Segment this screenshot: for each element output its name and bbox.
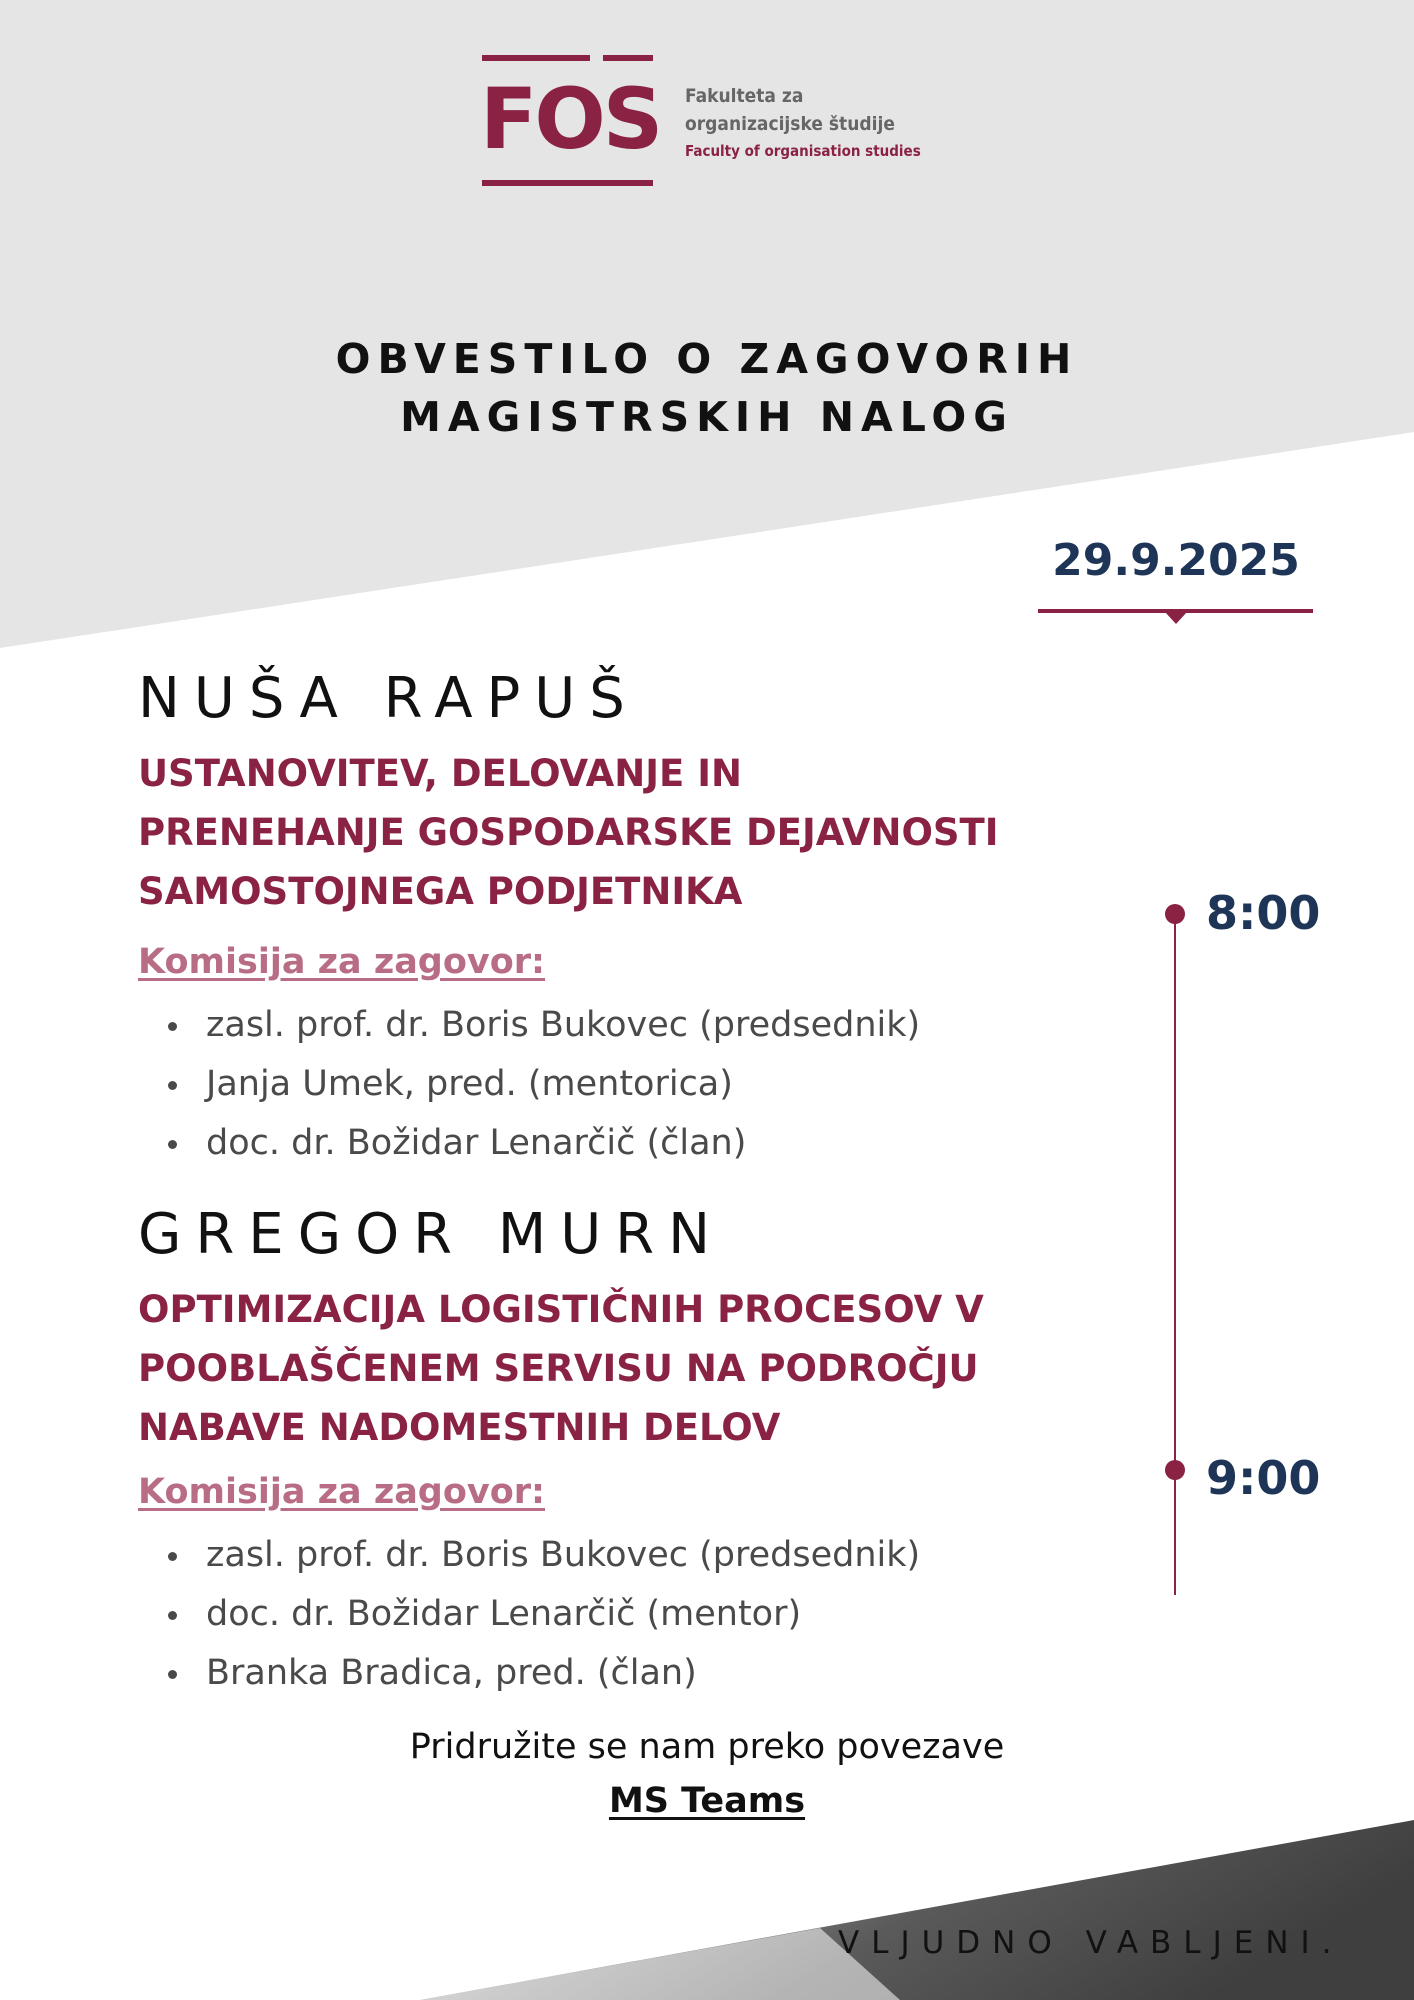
fos-logo-mark [480,52,661,192]
date-pointer-icon [1165,612,1187,624]
committee-label-1: Komisija za zagovor: [138,942,546,982]
title-line-2: MAGISTRSKIH NALOG [400,393,1014,441]
thesis-1-line-1: USTANOVITEV, DELOVANJE IN [138,752,742,795]
ms-teams-link[interactable]: MS Teams [608,1781,806,1821]
join-invitation [0,1720,1414,1828]
logo-bar-bottom [482,180,653,186]
committee-member: Janja Umek, pred. (mentorica) [138,1055,920,1114]
committee-list-2 [138,1526,920,1703]
thesis-1-line-2: PRENEHANJE GOSPODARSKE DEJAVNOSTI [138,811,999,854]
candidate-name-2: GREGOR MURN [138,1202,724,1267]
thesis-title-1 [138,744,1138,921]
committee-member: doc. dr. Božidar Lenarčič (član) [138,1114,920,1173]
time-slot-2: 9:00 [1206,1451,1321,1505]
committee-list-1 [138,996,920,1173]
thesis-title-2 [138,1280,1138,1457]
bottom-photo-fade [420,1928,900,2000]
logo-bar-top-left [482,55,590,61]
bottom-photo-strip [420,1820,1414,2000]
logo-line-2: organizacijske študije [685,113,895,135]
committee-member: zasl. prof. dr. Boris Bukovec (predsednik) [138,1526,920,1585]
thesis-1-line-3: SAMOSTOJNEGA PODJETNIKA [138,870,743,913]
thesis-2-line-2: POOBLAŠČENEM SERVISU NA PODROČJU [138,1347,979,1390]
committee-member: zasl. prof. dr. Boris Bukovec (predsednik) [138,996,920,1055]
candidate-name-1: NUŠA RAPUŠ [138,666,639,731]
closing-text: VLJUDNO VABLJENI. [838,1925,1344,1961]
logo-letters: FOS [480,70,661,168]
title-line-1: OBVESTILO O ZAGOVORIH [335,335,1079,383]
logo-line-3: Faculty of organisation studies [685,142,921,160]
logo-line-1: Fakulteta za [685,85,804,107]
committee-member: doc. dr. Božidar Lenarčič (mentor) [138,1585,920,1644]
thesis-2-line-3: NABAVE NADOMESTNIH DELOV [138,1406,781,1449]
timeline-dot-2 [1165,1460,1185,1480]
logo-text [685,82,921,164]
committee-member: Branka Bradica, pred. (član) [138,1644,920,1703]
event-date: 29.9.2025 [1052,535,1300,586]
timeline-dot-1 [1165,904,1185,924]
fos-logo [480,52,940,192]
logo-bar-top-right [603,55,653,61]
join-text: Pridružite se nam preko povezave [409,1727,1005,1767]
page-title [0,330,1414,446]
time-slot-1: 8:00 [1206,886,1321,940]
timeline-line [1174,915,1176,1595]
committee-label-2: Komisija za zagovor: [138,1472,546,1512]
thesis-2-line-1: OPTIMIZACIJA LOGISTIČNIH PROCESOV V [138,1288,984,1331]
